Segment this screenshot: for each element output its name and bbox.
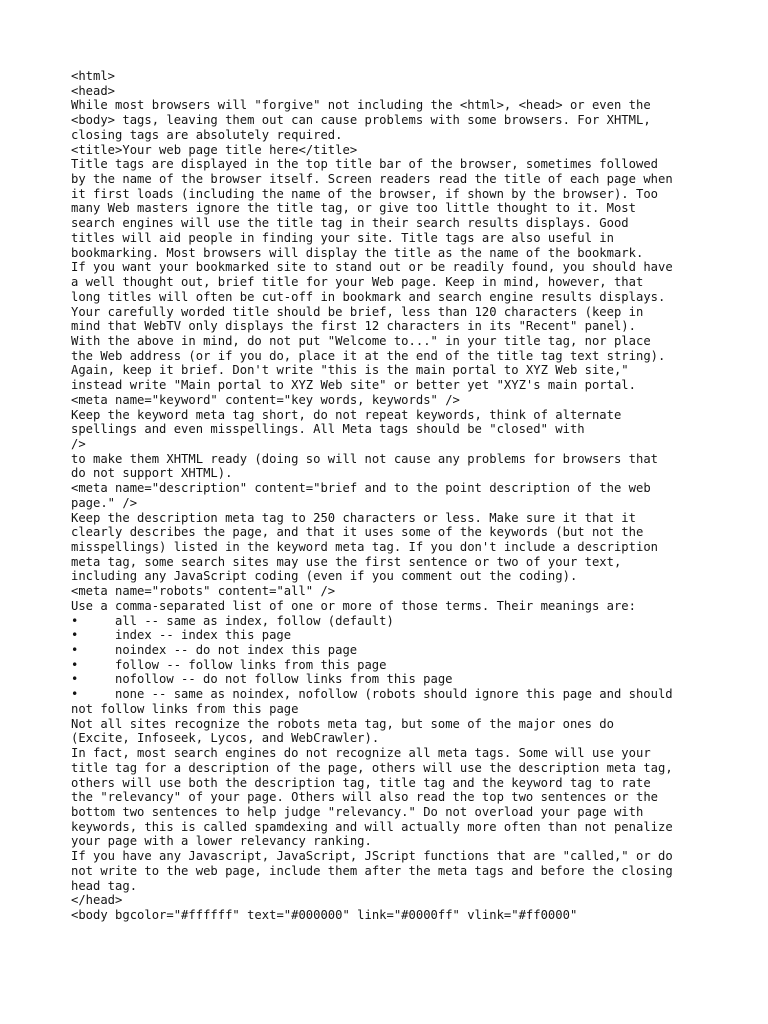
bullet-icon: • xyxy=(71,657,79,672)
text-line: head tag. xyxy=(71,878,138,893)
text-line: long titles will often be cut-off in bookmark and search engine results displays. xyxy=(71,289,666,304)
text-line: meta tag, some search sites may use the first sentence or two of your text, xyxy=(71,554,622,569)
text-line: misspellings) listed in the keyword meta tag. If you don't include a description xyxy=(71,540,658,554)
text-line: not follow links from this page xyxy=(71,701,299,716)
text-line: mind that WebTV only displays the first 12 characters in its "Recent" panel). xyxy=(71,319,636,334)
bullet-text: follow -- follow links from this page xyxy=(115,657,387,672)
text-line: others will use both the description tag, title tag and the keyword tag to rate xyxy=(71,775,651,790)
text-line: keywords, this is called spamdexing and will actually more often than not penalize xyxy=(71,819,673,834)
text-line: <head> xyxy=(71,83,116,98)
text-line: (Excite, Infoseek, Lycos, and WebCrawler). xyxy=(71,731,380,746)
text-line: instead write "Main portal to XYZ Web site" or better yet "XYZ's main portal. xyxy=(71,378,636,393)
text-line: While most browsers will "forgive" not including the <html>, <head> or even the xyxy=(71,98,651,113)
bullet-text: noindex -- do not index this page xyxy=(115,643,358,658)
bullet-item xyxy=(71,658,701,673)
document-body xyxy=(71,69,701,923)
bullet-text: none -- same as noindex, nofollow (robots should ignore this page and should xyxy=(115,687,673,702)
text-line: Not all sites recognize the robots meta tag, but some of the major ones do xyxy=(71,716,614,731)
text-line: <meta name="robots" content="all" /> xyxy=(71,584,336,599)
bullet-icon: • xyxy=(71,672,79,687)
text-line: </head> xyxy=(71,893,123,908)
text-line: title tag for a description of the page, others will use the description meta tag, xyxy=(71,760,673,775)
bullet-text: index -- index this page xyxy=(115,628,292,643)
text-line: including any JavaScript coding (even if you comment out the coding). xyxy=(71,569,578,584)
text-line: With the above in mind, do not put "Welcome to..." in your title tag, nor place xyxy=(71,333,651,348)
bullet-item xyxy=(71,643,701,658)
text-line: <body bgcolor="#ffffff" text="#000000" link="#0000ff" vlink="#ff0000" xyxy=(71,907,578,922)
text-line: spellings and even misspellings. All Meta tags should be "closed" with xyxy=(71,422,585,437)
bullet-item xyxy=(71,628,701,643)
text-line: search engines will use the title tag in their search results displays. Good xyxy=(71,216,629,231)
text-line: many Web masters ignore the title tag, or give too little thought to it. Most xyxy=(71,201,636,216)
text-line: Again, keep it brief. Don't write "this is the main portal to XYZ Web site," xyxy=(71,363,629,378)
text-line: <html> xyxy=(71,69,116,83)
text-line: the Web address (or if you do, place it at the end of the title tag text string). xyxy=(71,348,666,363)
text-line: titles will aid people in finding your site. Title tags are also useful in xyxy=(71,230,614,245)
text-line: it first loads (including the name of the browser, if shown by the browser). Too xyxy=(71,186,658,201)
text-line: closing tags are absolutely required. xyxy=(71,127,343,142)
text-line: Keep the description meta tag to 250 characters or less. Make sure it that it xyxy=(71,510,636,525)
text-line: do not support XHTML). xyxy=(71,466,233,481)
text-line: In fact, most search engines do not recognize all meta tags. Some will use your xyxy=(71,746,651,761)
text-line: clearly describes the page, and that it uses some of the keywords (but not the xyxy=(71,525,644,540)
text-line: If you have any Javascript, JavaScript, JScript functions that are "called," or do xyxy=(71,849,673,864)
text-line: page." /> xyxy=(71,495,138,510)
text-line: by the name of the browser itself. Screen readers read the title of each page when xyxy=(71,172,673,187)
text-line: bottom two sentences to help judge "relevancy." Do not overload your page with xyxy=(71,804,644,819)
bullet-icon: • xyxy=(71,687,79,702)
text-line: Your carefully worded title should be brief, less than 120 characters (keep in xyxy=(71,304,644,319)
text-line: a well thought out, brief title for your Web page. Keep in mind, however, that xyxy=(71,275,644,290)
bullet-item xyxy=(71,687,701,702)
bullet-icon: • xyxy=(71,613,79,628)
bullet-text: nofollow -- do not follow links from this page xyxy=(115,672,453,687)
bullet-item xyxy=(71,614,701,629)
text-line: If you want your bookmarked site to stand out or be readily found, you should have xyxy=(71,260,673,275)
text-line: Use a comma-separated list of one or more of those terms. Their meanings are: xyxy=(71,598,636,613)
text-line: Title tags are displayed in the top title bar of the browser, sometimes followed xyxy=(71,157,658,172)
bullet-icon: • xyxy=(71,628,79,643)
text-line: Keep the keyword meta tag short, do not repeat keywords, think of alternate xyxy=(71,407,622,422)
text-line: <meta name="description" content="brief and to the point description of the web xyxy=(71,481,651,496)
text-line: bookmarking. Most browsers will display the title as the name of the bookmark. xyxy=(71,245,644,260)
bullet-icon: • xyxy=(71,643,79,658)
text-line: <title>Your web page title here</title> xyxy=(71,142,358,157)
text-line: <meta name="keyword" content="key words, keywords" /> xyxy=(71,392,460,407)
text-line: not write to the web page, include them after the meta tags and before the closing xyxy=(71,863,673,878)
bullet-item xyxy=(71,672,701,687)
text-line: to make them XHTML ready (doing so will not cause any problems for browsers that xyxy=(71,451,658,466)
text-line: <body> tags, leaving them out can cause problems with some browsers. For XHTML, xyxy=(71,113,651,128)
text-line: /> xyxy=(71,436,86,451)
text-line: the "relevancy" of your page. Others will also read the top two sentences or the xyxy=(71,790,658,805)
bullet-text: all -- same as index, follow (default) xyxy=(115,613,394,628)
text-line: your page with a lower relevancy ranking. xyxy=(71,834,372,849)
